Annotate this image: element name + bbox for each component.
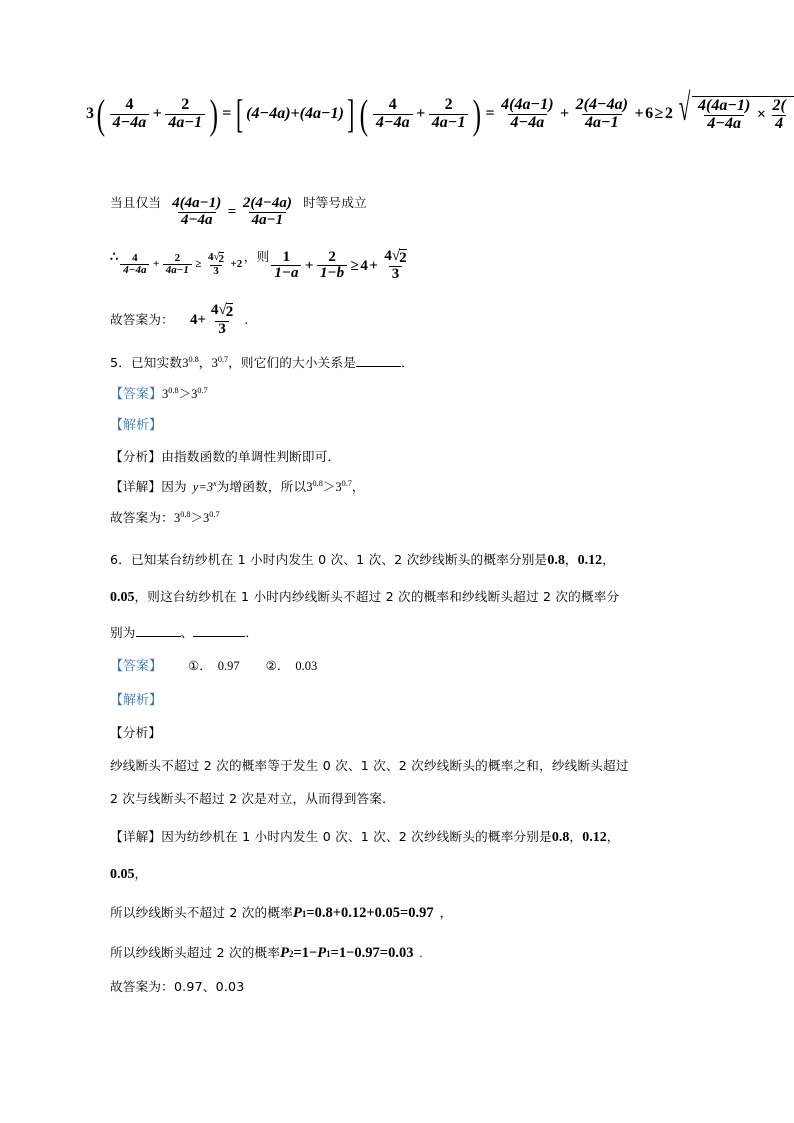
q4-answer-value: 4+ 4√ 2 3 bbox=[189, 302, 234, 337]
q5-number: 5． bbox=[110, 354, 132, 370]
q5-value-2: $3^{0.7}$ bbox=[211, 354, 229, 370]
q6-stem-text-2: ，则这台纺纱机在 1 小时内纱线断头不超过 2 次的概率和纱线断头超过 2 次的概率分 bbox=[134, 589, 620, 605]
equality-prefix: 当且仅当 bbox=[110, 195, 162, 210]
q6-prob-2: 0.05 bbox=[110, 590, 135, 606]
q6-stem-comma-2: ， bbox=[602, 552, 615, 568]
equality-rhs-fraction: $\frac{2(4-4a)}{4a-1}$ bbox=[242, 195, 292, 228]
q6-result-2-row bbox=[110, 943, 794, 965]
q6-stem-sep: 、 bbox=[180, 625, 194, 641]
paren2-close: ) bbox=[473, 91, 482, 137]
q6-prob-0: 0.8 bbox=[547, 553, 565, 569]
q6-detail-comma-3: ， bbox=[134, 865, 148, 881]
q5-answer-tag: 【答案】 bbox=[110, 386, 163, 402]
therefore-symbol: ∴ bbox=[110, 248, 119, 264]
q6-prob-1: 0.12 bbox=[577, 553, 603, 569]
q5-detail-tag: 【详解】 bbox=[110, 479, 162, 495]
q6-stem-line-1 bbox=[110, 550, 794, 571]
formula-main-inequality: 3 ( $\frac{4}{4-4a}$ + $\frac{2}{4a-1}$ ) = [ (4−4a)+(4a−1) ] ( $\frac{4}{4-4a}$ + $\frac{2}{4a-1}$ ) = $\frac{4(4a-1)}{4-4a}$ + $\frac{2(4-4a)}{4a-1}$ + 6 ≥ 2 √ $\frac{4(4a-1)}{4-4a}$ × $\frac{2(}{4}$ bbox=[86, 96, 794, 133]
q6-stem-line-2 bbox=[110, 587, 794, 608]
q5-detail-text-b: 为增函数，所以 bbox=[216, 479, 307, 495]
q5-answer-row bbox=[110, 385, 794, 405]
radical-coefficient: 2 bbox=[664, 105, 673, 123]
q5-answer-relation: ＞ bbox=[178, 386, 192, 401]
q4-answer-label: 故答案为： bbox=[110, 312, 174, 327]
conclusion-inequality-line bbox=[110, 247, 794, 284]
equality-condition-line: 当且仅当 $\frac{4(4a-1)}{4-4a}$ = $\frac{2(4-4a)}{4a-1}$ 时等号成立 bbox=[110, 195, 367, 228]
q6-detail-line-2 bbox=[110, 864, 794, 885]
q6-stem-end: ． bbox=[245, 625, 259, 641]
q6-answer-blank-1[interactable] bbox=[136, 624, 181, 637]
q6-number: 6． bbox=[110, 552, 132, 568]
q6-detail-text-1: 因为纺纱机在 1 小时内发生 0 次、1 次、2 次纱线断头的概率分别是 bbox=[161, 828, 552, 844]
q6-result-1-punct: ， bbox=[439, 904, 453, 920]
q6-answer-item-2-value: 0.03 bbox=[295, 659, 318, 674]
formula-constant-6: 6 bbox=[645, 105, 654, 123]
conclusion-left-expression: $\frac{4}{4-4a}$ + $\frac{2}{4a-1}$ ≥ 4√ 2 3 +2 bbox=[118, 252, 244, 278]
q6-analysis-line-1 bbox=[110, 757, 794, 776]
fraction-2-over-4aminus1: $\frac{2}{4a-1}$ bbox=[165, 97, 205, 132]
q6-final-row bbox=[110, 978, 794, 997]
q5-answer-lhs: $3^{0.8}$ bbox=[162, 385, 179, 401]
q5-stem bbox=[110, 354, 794, 373]
q5-detail-cmp-rhs: $3^{0.7}$ bbox=[335, 479, 352, 495]
q5-analysis-row bbox=[110, 448, 794, 467]
q6-final-text: 故答案为：0.97、0.03 bbox=[110, 979, 245, 995]
q5-analysis-text: 由指数函数的单调性判断即可． bbox=[161, 448, 341, 464]
q6-detail-comma-2: ， bbox=[606, 828, 620, 844]
q5-final-label: 故答案为： bbox=[110, 510, 174, 526]
q5-explain-tag: 【解析】 bbox=[110, 418, 163, 434]
document-body bbox=[110, 86, 794, 997]
q6-detail-line-1 bbox=[110, 827, 794, 848]
q6-analysis-text-2: 2 次与线断头不超过 2 次是对立，从而得到答案． bbox=[110, 791, 395, 807]
paren2-open: ( bbox=[359, 91, 369, 137]
fraction-4-over-4minus4a-2: $\frac{4}{4-4a}$ bbox=[373, 97, 413, 132]
q6-detail-tag: 【详解】 bbox=[110, 828, 162, 844]
radicand-right-fraction-cutoff: $\frac{2(}{4}$ bbox=[772, 97, 786, 132]
q6-answer-blank-2[interactable] bbox=[193, 624, 245, 637]
conclusion-then: 则 bbox=[256, 248, 270, 264]
q5-detail-cmp-rel: ＞ bbox=[322, 480, 336, 495]
fraction-expanded-term2: $\frac{2(4-4a)}{4a-1}$ bbox=[575, 96, 629, 131]
q5-answer-blank[interactable] bbox=[356, 354, 401, 367]
fraction-expanded-term1: $\frac{4(4a-1)}{4-4a}$ bbox=[501, 96, 554, 131]
q6-answer-tag: 【答案】 bbox=[110, 659, 163, 675]
equality-suffix: 时等号成立 bbox=[302, 195, 367, 210]
q5-detail-row bbox=[110, 478, 794, 497]
q6-detail-comma-1: ， bbox=[569, 828, 583, 844]
q5-final-row bbox=[110, 509, 794, 528]
q6-analysis-line-2 bbox=[110, 790, 794, 809]
bracket-content: (4−4a)+(4a−1) bbox=[246, 105, 344, 123]
q6-result-1-formula: P 1 =0.8+0.12+0.05=0.97 bbox=[292, 904, 434, 921]
q4-final-answer-line bbox=[110, 303, 794, 338]
q6-result-2-formula: P 2 =1− P 1 =1−0.97=0.03 bbox=[280, 944, 414, 961]
q6-analysis-text-1: 纱线断头不超过 2 次的概率等于发生 0 次、1 次、2 次纱线断头的概率之和，纱线断头超过 bbox=[110, 758, 629, 774]
q5-stem-text-a: 已知实数 bbox=[131, 354, 183, 370]
q5-stem-end: ． bbox=[401, 354, 414, 370]
q5-answer-rhs: $3^{0.7}$ bbox=[191, 385, 208, 401]
q6-result-2-punct: . bbox=[419, 945, 423, 960]
radicand-left-fraction: $\frac{4(4a-1)}{4-4a}$ bbox=[698, 97, 751, 132]
q6-analysis-tag-row bbox=[110, 724, 794, 743]
bracket-open: [ bbox=[235, 90, 244, 136]
paren-close: ) bbox=[209, 91, 219, 137]
q4-answer-period: . bbox=[244, 312, 249, 327]
fraction-4-over-4minus4a: $\frac{4}{4-4a}$ bbox=[110, 97, 150, 132]
q5-analysis-tag: 【分析】 bbox=[110, 448, 162, 464]
times-symbol: × bbox=[756, 106, 766, 124]
q6-result-1-text: 所以纱线断头不超过 2 次的概率 bbox=[110, 904, 293, 920]
q6-detail-prob-1: 0.12 bbox=[582, 829, 607, 845]
q6-stem-text-1: 已知某台纺纱机在 1 小时内发生 0 次、1 次、2 次纱线断头的概率分别是 bbox=[131, 552, 548, 568]
q6-answer-item-2-label: ②． bbox=[265, 659, 290, 674]
q6-detail-prob-2: 0.05 bbox=[110, 866, 135, 882]
q6-explain-row bbox=[110, 691, 794, 711]
q6-stem-comma-1: ， bbox=[564, 552, 578, 568]
q6-answer-row bbox=[110, 657, 794, 677]
equality-lhs-fraction: $\frac{4(4a-1)}{4-4a}$ bbox=[172, 195, 222, 228]
q6-answer-item-1-label: ①． bbox=[188, 659, 212, 674]
q5-detail-text-a: 因为 bbox=[161, 479, 187, 495]
fraction-2-over-4aminus1-2: $\frac{2}{4a-1}$ bbox=[429, 97, 469, 132]
q5-final-rel: ＞ bbox=[190, 511, 204, 526]
q6-stem-line-3 bbox=[110, 624, 794, 643]
q6-explain-tag: 【解析】 bbox=[110, 692, 163, 708]
q6-detail-prob-0: 0.8 bbox=[551, 829, 570, 845]
q6-result-1-row bbox=[110, 903, 794, 925]
paren-open: ( bbox=[96, 91, 106, 137]
q5-detail-cmp-lhs: $3^{0.8}$ bbox=[306, 479, 323, 495]
q6-result-2-text: 所以纱线断头超过 2 次的概率 bbox=[110, 944, 281, 960]
q6-answer-item-1-value: 0.97 bbox=[217, 659, 240, 674]
q5-final-lhs: $3^{0.8}$ bbox=[173, 510, 191, 526]
sqrt-icon: √ $\frac{4(4a-1)}{4-4a}$ × $\frac{2(}{4}$ bbox=[674, 96, 794, 133]
q5-detail-function: $y=3^x$ bbox=[192, 479, 217, 495]
q5-detail-end: ， bbox=[351, 479, 365, 495]
q6-analysis-tag: 【分析】 bbox=[110, 725, 162, 741]
bracket-close: ] bbox=[346, 90, 355, 136]
q6-stem-text-3: 别为 bbox=[110, 625, 136, 641]
q5-sep: ， bbox=[198, 354, 212, 370]
conclusion-comma: ， bbox=[243, 248, 257, 264]
conclusion-right-expression: $\frac{1}{1-a}$ + $\frac{2}{1-b}$ ≥ 4 + 4√ 2 3 bbox=[269, 249, 411, 284]
q5-explain-row bbox=[110, 416, 794, 436]
q5-value-1: $3^{0.8}$ bbox=[182, 354, 199, 370]
q5-final-rhs: $3^{0.7}$ bbox=[203, 510, 220, 526]
q5-stem-text-b: ，则它们的大小关系是 bbox=[228, 354, 357, 370]
formula-lead-coefficient: 3 bbox=[86, 105, 94, 123]
